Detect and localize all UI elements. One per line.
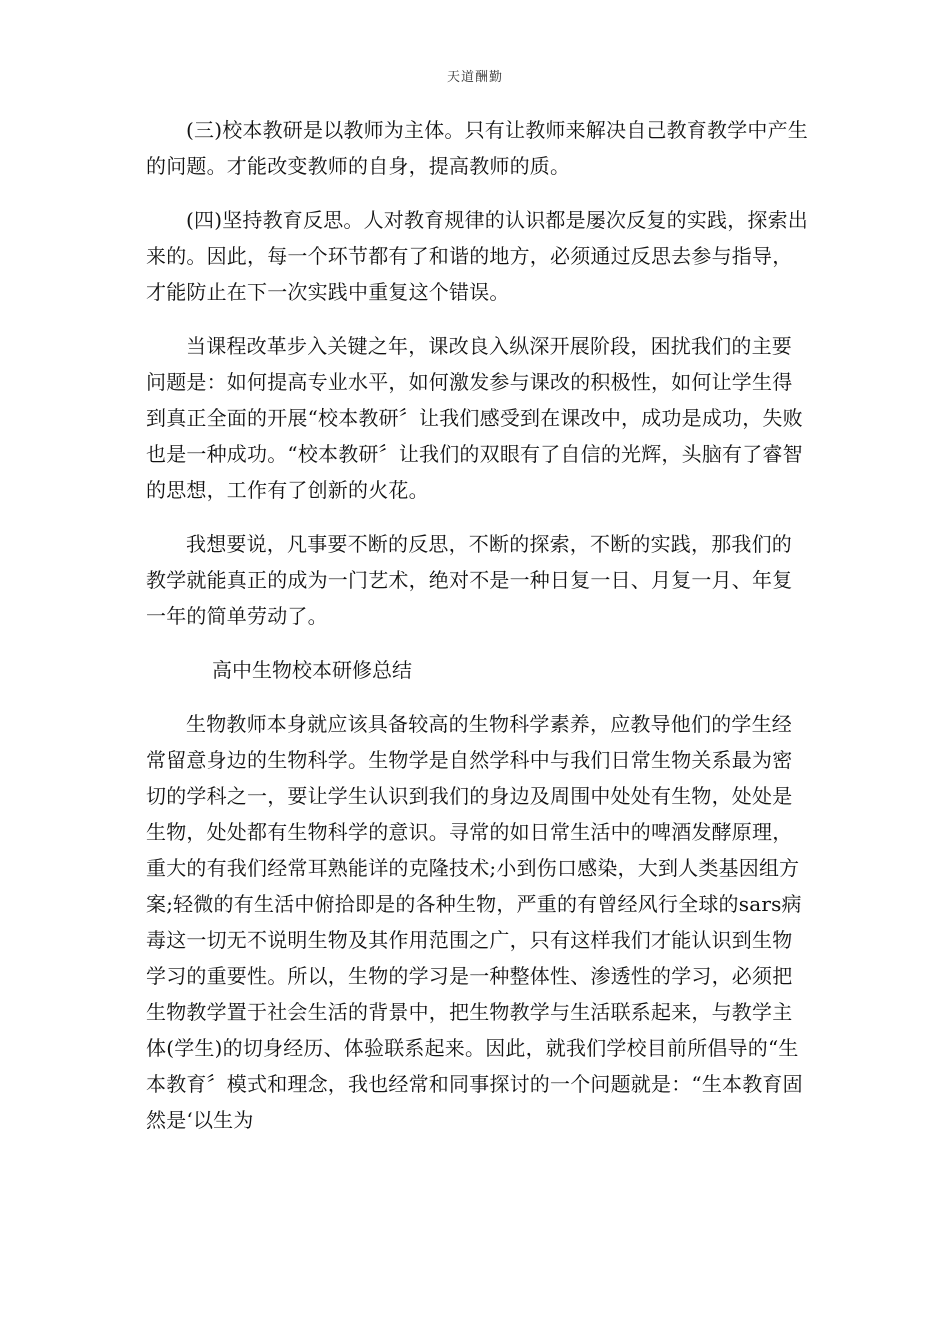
page-header: 天道酬勤 (446, 70, 503, 85)
paragraph-4: (四)坚持教育反思。人对教育规律的认识都是屡次反复的实践，探索出来的。因此，每一个环节都有了和谐的地方，必须通过反思去参与指导，才能防止在下一次实践中重复这个错误。 (146, 208, 809, 304)
paragraph-3: (三)校本教研是以教师为主体。只有让教师来解决自己教育教学中产生的问题。才能改变教师的自身，提高教师的质。 (146, 118, 809, 178)
document-body (146, 112, 812, 1138)
section-paragraph: 生物教师本身就应该具备较高的生物科学素养，应教导他们的学生经常留意身边的生物科学。生物学是自然学科中与我们日常生物关系最为密切的学科之一，要让学生认识到我们的身边及周围中处处有生物，处处是生物，处处都有生物科学的意识。寻常的如日常生活中的啤酒发酵原理，重大的有我们经常耳熟能详的克隆技术;小到伤口感染，大到人类基因组方案;轻微的有生活中俯拾即是的各种生物，严重的有曾经风行全球的sars病毒这一切无不说明生物及其作用范围之广，只有这样我们才能认识到生物学习的重要性。所以，生物的学习是一种整体性、渗透性的学习，必须把生物教学置于社会生活的背景中，把生物教学与生活联系起来，与教学主体(学生)的切身经历、体验联系起来。因此，就我们学校目前所倡导的“生本教育〞模式和理念，我也经常和同事探讨的一个问题就是：“生本教育固然是‘以生为 (146, 712, 803, 1132)
paragraph-reflection: 我想要说，凡事要不断的反思，不断的探索，不断的实践，那我们的教学就能真正的成为一门艺术，绝对不是一种日复一日、月复一月、年复一年的简单劳动了。 (146, 532, 793, 628)
paragraph-curriculum-reform: 当课程改革步入关键之年，课改良入纵深开展阶段，困扰我们的主要问题是：如何提高专业水平，如何激发参与课改的积极性，如何让学生得到真正全面的开展“校本教研〞让我们感受到在课改中，成功是成功，失败也是一种成功。“校本教研〞让我们的双眼有了自信的光辉，头脑有了睿智的思想，工作有了创新的火花。 (146, 334, 803, 502)
section-title: 高中生物校本研修总结 (212, 658, 412, 682)
